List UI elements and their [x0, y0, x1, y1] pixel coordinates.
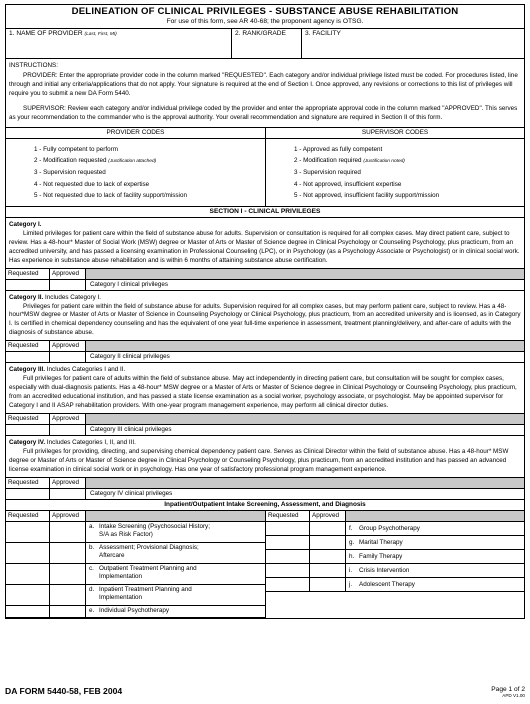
category-title: Category I.: [9, 220, 42, 228]
requested-column-label: Requested: [6, 341, 50, 351]
requested-code-input[interactable]: [266, 550, 310, 563]
provider-code-item-text: 4 - Not requested due to lack of expertise: [34, 180, 150, 188]
provider-info-row: [6, 29, 524, 59]
provider-code-item: [34, 179, 265, 191]
privilege-text: [86, 543, 265, 563]
provider-code-item-text: 1 - Fully competent to perform: [34, 145, 118, 153]
form-subtitle: For use of this form, see AR 40-68; the proponent agency is OTSG.: [166, 17, 364, 25]
privilege-text: [346, 536, 524, 549]
category-privilege-row: [6, 489, 524, 500]
approved-code-input[interactable]: [310, 550, 346, 563]
requested-code-input[interactable]: [266, 522, 310, 535]
privilege-row: [266, 522, 524, 536]
privileges-left-column: [6, 511, 265, 618]
category-heading: [9, 294, 521, 303]
rank-grade-field[interactable]: [232, 29, 302, 58]
privilege-line1: Inpatient Treatment Planning and: [99, 585, 192, 593]
privilege-text: [86, 585, 265, 605]
requested-column-label: Requested: [6, 269, 50, 279]
privilege-line1: Outpatient Treatment Planning and: [99, 564, 197, 572]
privilege-letter: d.: [89, 585, 95, 593]
requested-code-input[interactable]: [6, 352, 50, 362]
category-privilege-row: [6, 425, 524, 436]
provider-code-list: [6, 139, 265, 206]
privilege-label: Group Psychotherapy: [359, 524, 420, 532]
privilege-row: [266, 564, 524, 578]
privilege-row: [6, 543, 265, 564]
privilege-letter: a.: [89, 522, 95, 530]
category-includes: Includes Categories I, II, and III.: [45, 438, 136, 446]
requested-code-input[interactable]: [6, 543, 50, 563]
privilege-line2: S/A as Risk Factor): [99, 531, 153, 539]
provider-code-item: [34, 144, 265, 156]
privilege-letter: j.: [349, 580, 353, 588]
privilege-row: [266, 550, 524, 564]
supervisor-codes-heading: SUPERVISOR CODES: [266, 128, 524, 139]
requested-column-label: Requested: [266, 511, 310, 521]
page-info: [491, 686, 525, 698]
clinical-privileges-form: [5, 4, 525, 619]
approved-code-input[interactable]: [50, 585, 86, 605]
approved-code-input[interactable]: [50, 543, 86, 563]
requested-approved-header: [6, 341, 524, 352]
privilege-label: Marital Therapy: [359, 538, 403, 546]
approved-column-label: Approved: [50, 341, 86, 351]
supervisor-code-item-text: 4 - Not approved, insufficient expertise: [294, 180, 402, 188]
requested-code-input[interactable]: [6, 425, 50, 435]
privilege-text: [346, 578, 524, 591]
category-description: [6, 436, 524, 478]
category-heading: [9, 221, 521, 230]
supervisor-code-item-text: 3 - Supervision required: [294, 169, 361, 177]
supervisor-code-list: [266, 139, 524, 206]
privilege-letter: f.: [349, 524, 353, 532]
approved-column-label: Approved: [50, 269, 86, 279]
category-includes: Includes Category I.: [43, 293, 102, 301]
supervisor-code-item-text: 1 - Approved as fully competent: [294, 145, 383, 153]
supervisor-code-item: [294, 144, 524, 156]
approved-column-label: Approved: [50, 414, 86, 424]
gray-fill: [86, 414, 524, 424]
form-title: DELINEATION OF CLINICAL PRIVILEGES - SUBSTANCE ABUSE REHABILITATION: [71, 6, 459, 17]
category-body: Full privileges for providing, directing, and supervising chemical dependency patient care. Serves as Clinical Director within the field of substance abuse. Has a 48-hour* MSW degree or Master of Arts or Master of Science degree in Clinical Psychology or Counseling Psychology, plus practicum, from an accredited institution and has passed an advanced license examination in clinical social work or in psychology. Has one year of satisfactory professional program management experience.: [9, 447, 509, 473]
provider-code-item-note: (Justification attached): [108, 159, 157, 165]
form-version: APD V1.00: [502, 693, 525, 699]
right-column-header: [266, 511, 524, 522]
approved-code-input[interactable]: [310, 564, 346, 577]
facility-field[interactable]: [302, 29, 524, 58]
approved-code-input[interactable]: [50, 425, 86, 435]
privilege-label: Family Therapy: [359, 552, 403, 560]
supervisor-codes: [265, 128, 524, 206]
category-title: Category II.: [9, 293, 44, 301]
provider-code-item-text: 5 - Not requested due to lack of facility support/mission: [34, 192, 187, 200]
requested-approved-header: [6, 414, 524, 425]
privilege-row: [266, 536, 524, 550]
category-privilege-row: [6, 352, 524, 363]
approved-code-input[interactable]: [50, 522, 86, 542]
section-i-heading: SECTION I - CLINICAL PRIVILEGES: [6, 207, 524, 218]
approved-code-input[interactable]: [310, 578, 346, 591]
supervisor-code-item-note: (Justification noted): [363, 159, 405, 165]
category-heading: [9, 439, 521, 448]
privilege-label: Crisis Intervention: [359, 566, 410, 574]
requested-code-input[interactable]: [6, 564, 50, 584]
requested-approved-header: [6, 269, 524, 280]
supervisor-code-item: [294, 167, 524, 179]
privilege-letter: c.: [89, 564, 94, 572]
supervisor-code-item-text: 2 - Modification required: [294, 157, 364, 165]
gray-fill: [86, 269, 524, 279]
category-includes: Includes Categories I and II.: [45, 366, 126, 374]
category-privilege-label: Category I clinical privileges: [90, 280, 169, 288]
privilege-text: [86, 606, 265, 617]
supervisor-code-item: [294, 190, 524, 202]
provider-code-item: [34, 190, 265, 202]
supervisor-code-item: [294, 179, 524, 191]
requested-column-label: Requested: [6, 414, 50, 424]
category-body: Full privileges for patient care of adults within the field of substance abuse. May act independently in directing patient care, but consultation will be sought for complex cases, especially with dual-diagnosis patients. Has a 48-hour* MSW degree or a Master of Arts or Master of Science degree in Clinical Psychology or Counseling Psychology, plus practicum, from an accredited educational institution, and has passed a state license examination as a social worker, psychology associate, or psychologist. May be appointed supervisor for Category I and II ASAP rehabilitation providers. With one-year program management experience, may perform all clinical director duties.: [9, 375, 517, 410]
privilege-row: [6, 585, 265, 606]
category-privilege-row: [6, 280, 524, 291]
instructions-block: [6, 59, 524, 128]
category-title: Category III.: [9, 366, 46, 374]
privilege-letter: h.: [349, 552, 355, 560]
supervisor-instructions: SUPERVISOR: Review each category and/or individual privilege coded by the provider and enter the appropriate approval code in the column marked "APPROVED". This serves as your recommendation to the commander who is the approval authority. Your overall recommendation and signature are required in Section II of this form.: [9, 104, 518, 121]
category-body: Privileges for patient care within the field of substance abuse for adults. Supervision required for all complex cases, but may perform patient care, subject to review. Has a 48-hour*MSW degree or Master of Arts or Master of Science in Counseling Psychology or Clinical Psychology, plus practicum, from an accredited university and is licensed, as in Category I. Is certified in chemical dependency counseling and has the equivalent of one year full-time experience in assessment, treatment planning/delivery, and after-care of adults with the diagnosis of substance abuse.: [9, 302, 521, 337]
privilege-letter: e.: [89, 606, 95, 614]
name-of-provider-label: 1. NAME OF PROVIDER (Last, First, MI): [9, 30, 117, 38]
approved-column-label: Approved: [310, 511, 346, 521]
privilege-text: [86, 522, 265, 542]
approved-code-input[interactable]: [310, 536, 346, 549]
supervisor-code-item: [294, 155, 524, 167]
instructions-heading: INSTRUCTIONS:: [9, 62, 58, 70]
privilege-text: [86, 564, 265, 584]
category-description: [6, 291, 524, 342]
provider-code-item-text: 3 - Supervision requested: [34, 169, 106, 177]
requested-approved-header: [6, 478, 524, 489]
individual-privileges-grid: [6, 511, 524, 618]
privilege-line1: Assessment; Provisional Diagnosis;: [99, 543, 199, 551]
privilege-row: [6, 522, 265, 543]
privilege-letter: b.: [89, 543, 95, 551]
approved-code-input[interactable]: [50, 352, 86, 362]
provider-codes: [6, 128, 265, 206]
privileges-right-column: [265, 511, 524, 618]
page-number: Page 1 of 2: [491, 686, 525, 693]
privilege-line2: Implementation: [99, 573, 143, 581]
requested-code-input[interactable]: [266, 578, 310, 591]
requested-code-input[interactable]: [266, 536, 310, 549]
category-description: [6, 363, 524, 414]
provider-code-item: [34, 155, 265, 167]
category-privilege-label: Category IV clinical privileges: [90, 489, 173, 497]
privilege-line2: Aftercare: [99, 552, 125, 560]
gray-fill: [346, 511, 524, 521]
category-description: [6, 218, 524, 269]
requested-code-input[interactable]: [6, 489, 50, 499]
supervisor-code-item-text: 5 - Not approved, insufficient facility support/mission: [294, 192, 440, 200]
form-number: DA FORM 5440-58, FEB 2004: [5, 686, 123, 696]
intake-screening-heading: Inpatient/Outpatient Intake Screening, Assessment, and Diagnosis: [6, 500, 524, 511]
gray-fill: [86, 478, 524, 488]
category-heading: [9, 366, 521, 375]
gray-fill: [86, 511, 265, 521]
requested-code-input[interactable]: [6, 606, 50, 617]
privilege-letter: g.: [349, 538, 355, 546]
facility-label: 3. FACILITY: [305, 30, 341, 38]
privilege-text: [346, 564, 524, 577]
privilege-row: [6, 564, 265, 585]
approved-code-input[interactable]: [50, 606, 86, 617]
privilege-row: [266, 578, 524, 592]
category-title: Category IV.: [9, 438, 46, 446]
requested-code-input[interactable]: [6, 280, 50, 290]
privilege-row: [6, 606, 265, 618]
approved-code-input[interactable]: [50, 489, 86, 499]
left-column-header: [6, 511, 265, 522]
provider-code-item-text: 2 - Modification requested: [34, 157, 109, 165]
category-privilege-label: Category II clinical privileges: [90, 353, 170, 361]
provider-instructions: PROVIDER: Enter the appropriate provider code in the column marked "REQUESTED". Each category and/or individual privilege listed must be coded. For procedures listed, line through and initial any criteria/applications that do not apply. Your signature is required at the end of Section I. Once approved, any revisions or corrections to this list of privileges will require you to submit a new DA Form 5440.: [9, 72, 518, 98]
provider-code-item: [34, 167, 265, 179]
form-header: [6, 5, 524, 29]
privilege-text: [346, 550, 524, 563]
rank-grade-label: 2. RANK/GRADE: [235, 30, 286, 38]
name-of-provider-field[interactable]: [6, 29, 232, 58]
requested-code-input[interactable]: [6, 522, 50, 542]
approved-code-input[interactable]: [50, 280, 86, 290]
category-privilege-label: Category III clinical privileges: [90, 425, 172, 433]
privilege-line2: Implementation: [99, 594, 143, 602]
provider-codes-heading: PROVIDER CODES: [6, 128, 265, 139]
requested-code-input[interactable]: [6, 585, 50, 605]
approved-column-label: Approved: [50, 478, 86, 488]
approved-column-label: Approved: [50, 511, 86, 521]
privilege-text: [346, 522, 524, 535]
privilege-letter: i.: [349, 566, 353, 574]
category-body: Limited privileges for patient care within the field of substance abuse for adults. Supervision or consultation is required for all complex cases. May direct patient care, subject to review. Has a 48-hour* Master of Social Work (MSW) degree or Master of Arts or Master of Science degree in Clinical Psychology or Counseling Psychology, plus practicum, from an accredited university, and has passed a licensing examination in Professional Counseling (LPC), or in Psychology (as a Psychology Associate or Psychologist) or in clinical social work. Has experience in substance abuse rehabilitation and is within 6 months of attaining substance abuse certification.: [9, 229, 520, 264]
privilege-line1: Individual Psychotherapy: [99, 606, 170, 614]
privilege-line1: Intake Screening (Psychosocial History;: [99, 522, 210, 530]
requested-column-label: Requested: [6, 478, 50, 488]
gray-fill: [86, 341, 524, 351]
approved-code-input[interactable]: [310, 522, 346, 535]
requested-code-input[interactable]: [266, 564, 310, 577]
form-footer: [5, 686, 525, 698]
requested-column-label: Requested: [6, 511, 50, 521]
approved-code-input[interactable]: [50, 564, 86, 584]
privilege-label: Adolescent Therapy: [359, 580, 415, 588]
codes-table: [6, 128, 524, 207]
